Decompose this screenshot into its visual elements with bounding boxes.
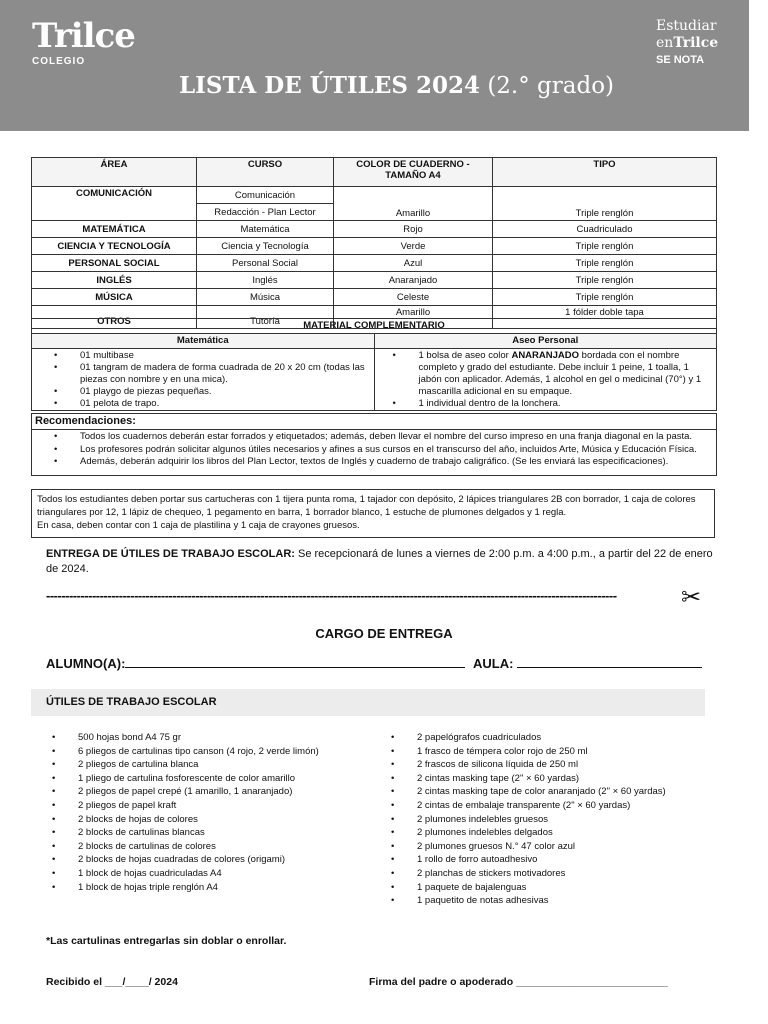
tipo-cell: Triple renglón — [493, 238, 717, 255]
alumno-line — [125, 655, 465, 668]
list-item: • 2 pliegos de papel kraft — [78, 799, 390, 813]
table-header-row — [32, 158, 717, 187]
list-item: • Además, deberán adquirir los libros del Plan Lector, textos de Inglés y cuaderno de trabajo caligráfico. (Se les enviará las especificaciones). — [80, 456, 712, 469]
table-row — [32, 238, 717, 255]
list-item: • 1 pliego de cartulina fosforescente de color amarillo — [78, 772, 390, 786]
list-item: • 1 individual dentro de la lonchera. — [419, 398, 715, 410]
header-color: COLOR DE CUADERNO - TAMAÑO A4 — [334, 158, 493, 187]
list-item: • 2 blocks de cartulinas blancas — [78, 826, 390, 840]
list-item: • 2 planchas de stickers motivadores — [417, 867, 749, 881]
aula-label: AULA: — [473, 656, 514, 671]
header-tipo: TIPO — [493, 158, 717, 187]
curso-cell: Comunicación — [197, 187, 334, 204]
list-item: • 1 rollo de forro autoadhesivo — [417, 853, 749, 867]
recomendaciones-box — [31, 413, 717, 476]
aula-field — [473, 655, 702, 671]
utiles-left-list — [30, 730, 390, 894]
cargo-title: CARGO DE ENTREGA — [315, 626, 453, 641]
scissors-icon: ✂ — [681, 584, 702, 611]
color-cell: Rojo — [334, 221, 493, 238]
table-row — [32, 221, 717, 238]
courses-table — [31, 157, 717, 329]
tipo-cell: 1 fólder doble tapa — [493, 306, 717, 329]
list-item: • 2 papelógrafos cuadriculados — [417, 731, 749, 745]
list-item: • 2 pliegos de papel crepé (1 amarillo, 1 anaranjado) — [78, 785, 390, 799]
color-cell: Azul — [334, 255, 493, 272]
list-item: • Los profesores podrán solicitar algunos útiles necesarios y afines a sus cursos en el transcurso del año, incluidos Arte, Música y Educación Física. — [80, 444, 712, 457]
aseo-text-pre: 1 bolsa de aseo color — [418, 350, 512, 361]
material-complementario — [31, 318, 717, 411]
list-item: • 2 cintas de embalaje transparente (2" × 60 yardas) — [417, 799, 749, 813]
badge-line1: Estudiar — [656, 18, 717, 34]
list-item: • 01 pelota de trapo. — [80, 398, 374, 410]
cartulinas-note: *Las cartulinas entregarlas sin doblar o enrollar. — [46, 935, 287, 947]
aula-line — [517, 655, 702, 668]
table-row — [32, 272, 717, 289]
table-row — [32, 187, 717, 204]
casa-text: En casa, deben contar con 1 caja de plastilina y 1 caja de crayones gruesos. — [37, 520, 360, 531]
list-item: • 2 pliegos de cartulina blanca — [78, 758, 390, 772]
header-area: ÁREA — [32, 158, 197, 187]
curso-cell: Redacción - Plan Lector — [197, 204, 334, 221]
badge-line2b: Trilce — [673, 35, 719, 51]
cut-line: ----------------------------------------------------------------------------------------------------------------------------------------------------- — [46, 588, 617, 603]
title-grade: (2.° grado) — [487, 73, 615, 99]
aseo-header: Aseo Personal — [375, 334, 717, 349]
color-cell: Amarillo — [334, 187, 493, 221]
tipo-cell: Triple renglón — [493, 289, 717, 306]
color-cell: Celeste — [334, 289, 493, 306]
area-cell: CIENCIA Y TECNOLOGÍA — [32, 238, 197, 255]
list-item: • 2 plumones indelebles delgados — [417, 826, 749, 840]
list-item: • 01 playgo de piezas pequeñas. — [80, 386, 374, 398]
color-cell: Amarillo — [334, 306, 493, 329]
list-item: • 2 blocks de cartulinas de colores — [78, 840, 390, 854]
matematica-header: Matemática — [32, 334, 374, 349]
curso-cell: Música — [197, 289, 334, 306]
curso-cell: Matemática — [197, 221, 334, 238]
area-cell: MATEMÁTICA — [32, 221, 197, 238]
recomendaciones-title: Recomendaciones: — [32, 414, 716, 430]
material-title: MATERIAL COMPLEMENTARIO — [32, 319, 716, 334]
aseo-column — [374, 334, 717, 410]
list-item: • 2 cintas masking tape (2" × 60 yardas) — [417, 772, 749, 786]
tipo-cell: Cuadriculado — [493, 221, 717, 238]
tipo-cell: Triple renglón — [493, 187, 717, 221]
area-cell: PERSONAL SOCIAL — [32, 255, 197, 272]
header-curso: CURSO — [197, 158, 334, 187]
list-item: • 2 cintas masking tape de color anaranjado (2" × 60 yardas) — [417, 785, 749, 799]
list-item: • 2 blocks de hojas cuadradas de colores (origami) — [78, 853, 390, 867]
curso-cell: Tutoría — [197, 306, 334, 329]
list-item: • 01 tangram de madera de forma cuadrada de 20 x 20 cm (todas las piezas con nombre y en una mica). — [80, 362, 374, 386]
list-item — [419, 350, 715, 398]
cartuchera-note — [31, 489, 715, 538]
list-item: • 2 plumones indelebles gruesos — [417, 813, 749, 827]
trilce-logo — [32, 18, 135, 67]
area-cell: MÚSICA — [32, 289, 197, 306]
firma-field: Firma del padre o apoderado __________________________ — [369, 976, 668, 988]
aseo-text-post: bordada con el nombre completo y grado del estudiante. Debe incluir 1 peine, 1 toalla, 1 jabón con aplicador. Además, 1 alcohol en gel o medicinal (70°) y 1 mascarilla adicional en su empaque. — [418, 350, 702, 397]
cartuchera-text: Todos los estudiantes deben portar sus cartucheras con 1 tijera punta roma, 1 tajador con depósito, 2 lápices triangulares 2B con borrador, 1 caja de colores triangulares por 12, 1 lápiz de chequeo, 1 pegamento en barra, 1 borrador blanco, 1 estuche de plumones delgados y 1 regla. — [37, 494, 696, 518]
curso-cell: Inglés — [197, 272, 334, 289]
utiles-right-list — [369, 730, 749, 908]
area-cell: OTROS — [32, 306, 197, 329]
table-row — [32, 255, 717, 272]
matematica-column — [32, 334, 374, 410]
curso-cell: Personal Social — [197, 255, 334, 272]
list-item: • 1 block de hojas cuadriculadas A4 — [78, 867, 390, 881]
alumno-label: ALUMNO(A): — [46, 656, 126, 671]
alumno-field — [46, 655, 465, 671]
color-cell: Anaranjado — [334, 272, 493, 289]
recibido-field: Recibido el ___/____/ 2024 — [46, 976, 178, 988]
list-item: • 2 plumones gruesos N.° 47 color azul — [417, 840, 749, 854]
brand-name: Trilce — [32, 16, 135, 56]
list-item: • 01 multibase — [80, 350, 374, 362]
slogan-badge — [656, 18, 718, 69]
list-item: • 1 paquetito de notas adhesivas — [417, 894, 749, 908]
area-cell: INGLÉS — [32, 272, 197, 289]
list-item: • 6 pliegos de cartulinas tipo canson (4 rojo, 2 verde limón) — [78, 745, 390, 759]
badge-line3: SE NOTA — [656, 54, 705, 66]
aseo-text-bold: ANARANJADO — [511, 350, 580, 361]
list-item: • 2 blocks de hojas de colores — [78, 813, 390, 827]
header-banner — [0, 0, 749, 131]
area-cell: COMUNICACIÓN — [32, 187, 197, 221]
list-item: • 1 block de hojas triple renglón A4 — [78, 881, 390, 895]
utiles-title: ÚTILES DE TRABAJO ESCOLAR — [31, 689, 705, 716]
list-item: • Todos los cuadernos deberán estar forrados y etiquetados; además, deben llevar el nombre del curso impreso en una franja diagonal en la pasta. — [80, 431, 712, 444]
list-item: • 500 hojas bond A4 75 gr — [78, 731, 390, 745]
tipo-cell: Triple renglón — [493, 255, 717, 272]
badge-line2a: en — [656, 35, 674, 51]
table-row — [32, 289, 717, 306]
tipo-cell: Triple renglón — [493, 272, 717, 289]
page-title — [179, 72, 614, 99]
entrega-notice — [46, 547, 716, 577]
color-cell: Verde — [334, 238, 493, 255]
list-item: • 1 paquete de bajalenguas — [417, 881, 749, 895]
entrega-label: ENTREGA DE ÚTILES DE TRABAJO ESCOLAR: — [46, 548, 295, 560]
curso-cell: Ciencia y Tecnología — [197, 238, 334, 255]
brand-sub: COLEGIO — [32, 56, 86, 67]
list-item: • 2 frascos de silicona líquida de 250 ml — [417, 758, 749, 772]
title-bold: LISTA DE ÚTILES 2024 — [179, 72, 480, 99]
list-item: • 1 frasco de témpera color rojo de 250 ml — [417, 745, 749, 759]
entrega-text: Se recepcionará de lunes a viernes de 2:00 p.m. a 4:00 p.m., a partir del 22 de enero de 2024. — [46, 548, 713, 575]
